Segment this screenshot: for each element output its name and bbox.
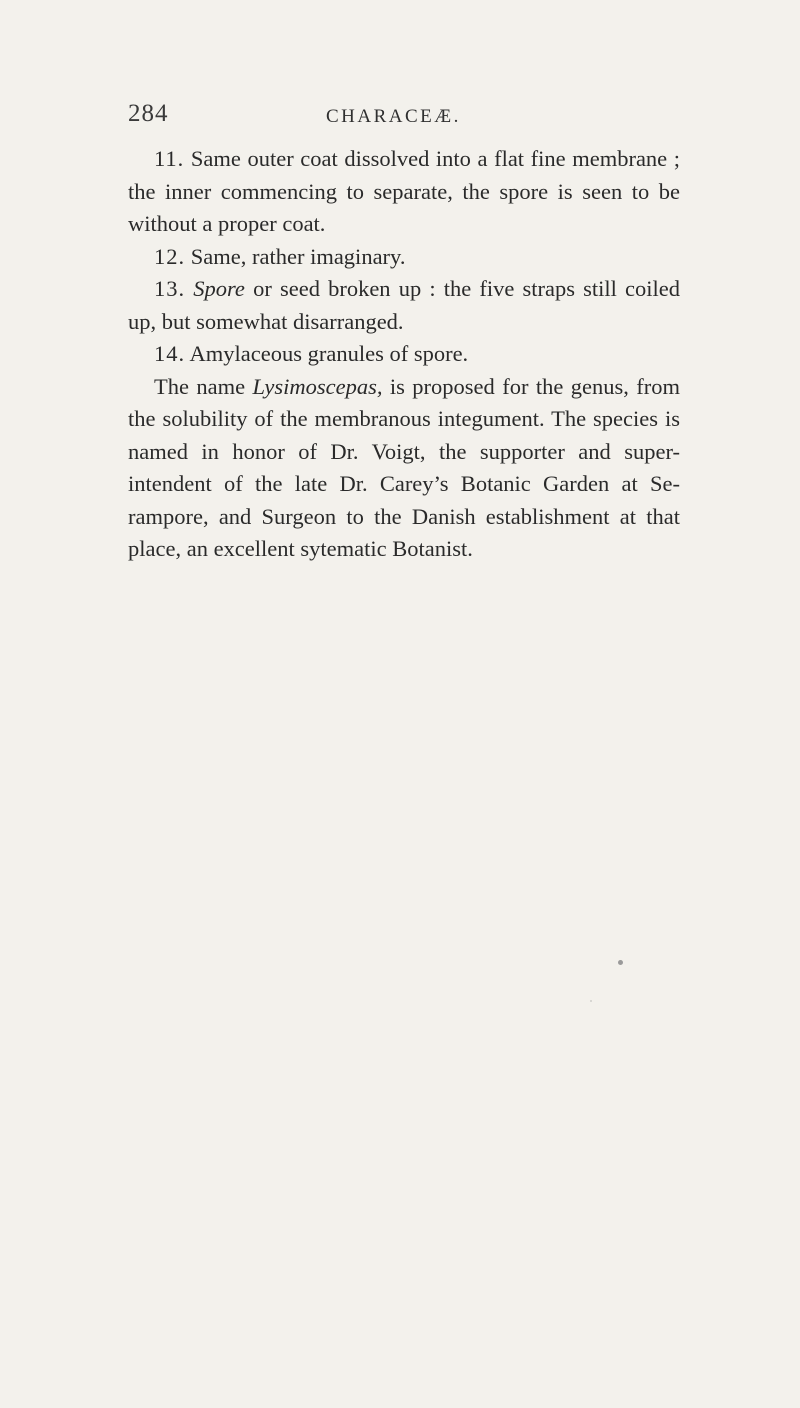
paper-speck (618, 960, 623, 965)
item-text: or seed broken up : the five straps still coiled up, but somewhat disarranged. (128, 276, 680, 334)
list-item-12 (128, 241, 680, 274)
item-text: Same, rather imaginary. (190, 243, 406, 269)
item-number: 14. (154, 341, 186, 366)
page-number: 284 (128, 100, 169, 127)
genus-name: Lysimoscepas, (252, 373, 383, 399)
item-number: 11. (154, 146, 185, 171)
paragraph (128, 371, 680, 566)
item-text: Amylaceous granules of spore. (189, 341, 469, 366)
body-text (128, 143, 680, 566)
running-head: CHARACEÆ. (326, 106, 461, 127)
list-item-11 (128, 143, 680, 241)
item-text: Same outer coat dissolved into a flat fine membrane ; the inner commencing to separate, the spore is seen to be without a proper coat. (128, 146, 681, 236)
list-item-13 (128, 273, 680, 338)
paper-speck (590, 1000, 592, 1002)
paragraph-lead: The name (154, 373, 246, 399)
list-item-14 (128, 338, 680, 371)
item-italic-term: Spore (193, 276, 245, 301)
paragraph-text: is proposed for the genus, from the solubility of the membranous integument. The species is named in honor of Dr. Voigt, the supporter and super-intendent of the late Dr. Carey’s Botanic Garden at Se-rampore, and Surgeon to the Danish establishment at that place, an excellent sytematic Botanist. (128, 373, 680, 561)
item-number: 12. (154, 243, 186, 269)
item-number: 13. (154, 276, 186, 301)
